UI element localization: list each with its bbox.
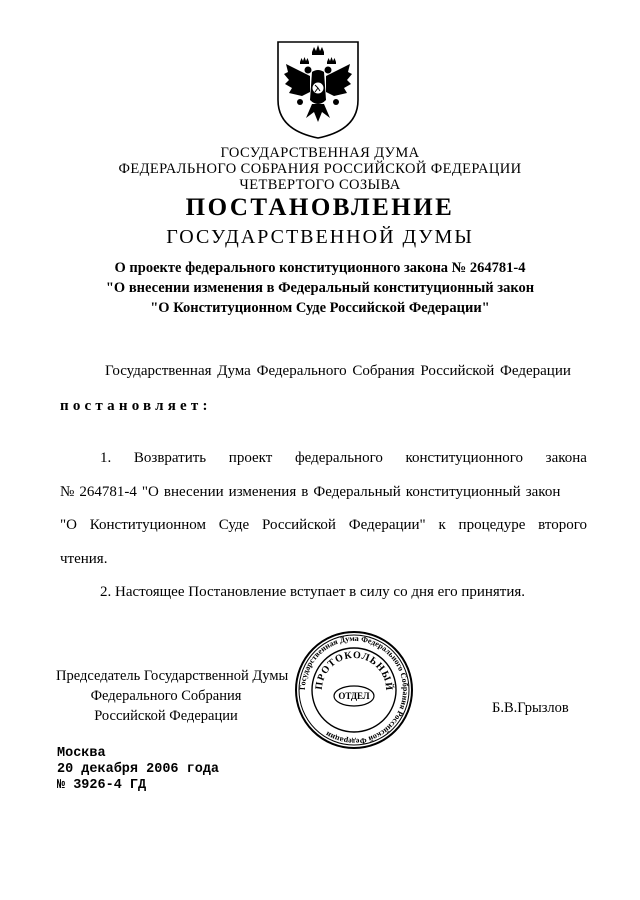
item-1-word: "О xyxy=(60,517,77,533)
item-1-word: Суде xyxy=(218,517,250,533)
item-1-word: закона xyxy=(545,450,587,466)
signatory-position-line-2: Федерального Собрания xyxy=(90,688,242,704)
signatory-position-line-3: Российской Федерации xyxy=(94,708,238,724)
official-stamp xyxy=(293,629,415,751)
header-line-2: ФЕДЕРАЛЬНОГО СОБРАНИЯ РОССИЙСКОЙ ФЕДЕРАЦИИ xyxy=(118,161,522,177)
footer-date: 20 декабря 2006 года xyxy=(57,762,220,777)
item-1-line-4: чтения. xyxy=(60,551,108,567)
stamp-outer-text: Государственная Дума Федерального Собрания Российской Федерации xyxy=(297,633,411,747)
decree-word: постановляет: xyxy=(60,398,212,414)
item-1-word: конституционного xyxy=(405,450,524,466)
item-1-word: 1. xyxy=(100,450,112,466)
stamp-center-text: ОТДЕЛ xyxy=(338,691,370,701)
signatory-position-line-1: Председатель Государственной Думы xyxy=(56,668,289,684)
item-1-word: к xyxy=(438,517,446,533)
item-1-word: второго xyxy=(538,517,587,533)
subject-line-3: "О Конституционном Суде Российской Федерации" xyxy=(150,300,490,316)
signatory-position xyxy=(56,666,289,726)
svg-text:ПРОТОКОЛЬНЫЙ xyxy=(314,650,395,692)
document-subtitle: ГОСУДАРСТВЕННОЙ ДУМЫ xyxy=(166,226,474,248)
item-2-text: 2. Настоящее Постановление вступает в силу со дня его принятия. xyxy=(100,584,526,600)
item-1-word: федерального xyxy=(294,450,383,466)
document-title: ПОСТАНОВЛЕНИЕ xyxy=(185,194,455,221)
footer-number: № 3926-4 ГД xyxy=(57,778,147,793)
subject-line-2: "О внесении изменения в Федеральный конституционный закон xyxy=(105,280,535,296)
header-line-3: ЧЕТВЕРТОГО СОЗЫВА xyxy=(239,177,401,193)
item-1-word: Возвратить xyxy=(133,450,207,466)
item-1-word: Федерации" xyxy=(348,517,426,533)
item-1-word: проект xyxy=(228,450,273,466)
item-1-word: Конституционном xyxy=(89,517,206,533)
item-1-line-1 xyxy=(60,450,587,467)
coat-of-arms-emblem xyxy=(272,38,364,140)
preamble-text: Государственная Дума Федерального Собрания Российской Федерации xyxy=(105,363,571,379)
signatory-name: Б.В.Грызлов xyxy=(492,700,569,716)
footer-city: Москва xyxy=(57,746,106,761)
stamp-inner-text: ПРОТОКОЛЬНЫЙ xyxy=(313,649,395,692)
item-1-line-3 xyxy=(60,517,587,534)
item-1-word: Российской xyxy=(262,517,336,533)
item-1-line-2: № 264781-4 "О внесении изменения в Федеральный конституционный закон xyxy=(60,484,561,500)
item-1-word: процедуре xyxy=(458,517,526,533)
subject-line-1: О проекте федерального конституционного закона № 264781-4 xyxy=(114,260,526,276)
header-line-1: ГОСУДАРСТВЕННАЯ ДУМА xyxy=(220,145,420,161)
